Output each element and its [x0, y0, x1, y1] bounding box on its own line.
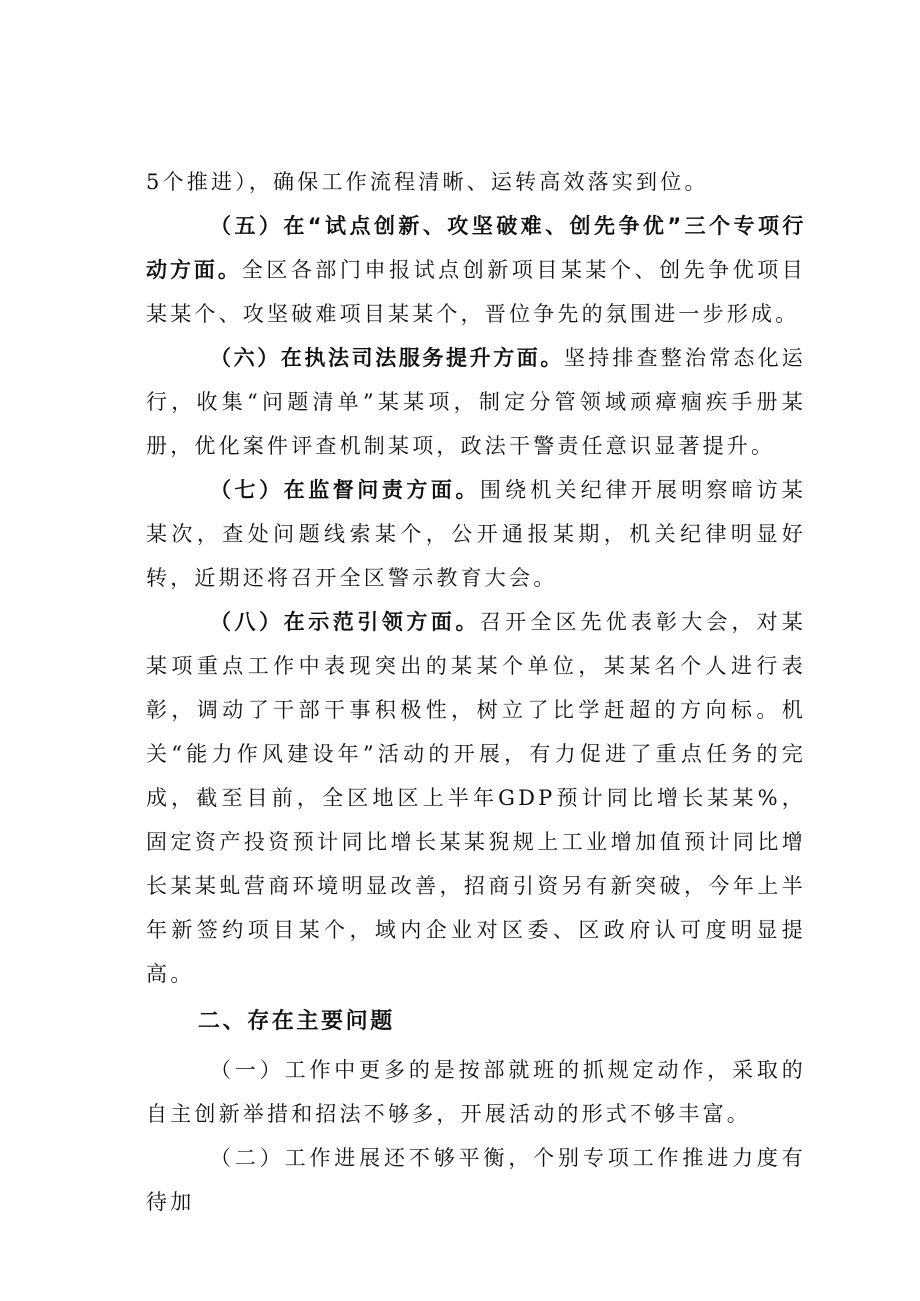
paragraph-issue-1 [146, 1048, 806, 1136]
paragraph-lead: （五）在“试点创新、攻坚破难、创先争优”三个专项行动方面。 [146, 214, 806, 282]
document-page [146, 160, 806, 1224]
paragraph-item-8 [146, 600, 806, 996]
paragraph-text: 5个推进），确保工作流程清晰、运转高效落实到位。 [146, 170, 709, 194]
section-heading: 二、存在主要问题 [198, 1009, 395, 1034]
paragraph-item-5 [146, 204, 806, 336]
paragraph-lead: （六）在执法司法服务提升方面。 [210, 346, 564, 370]
paragraph-body: 召开全区先优表彰大会，对某某项重点工作中表现突出的某某个单位，某某名个人进行表彰，调动了干部干事积极性，树立了比学赶超的方向标。机关“能力作风建设年”活动的开展，有力促进了重点任务的完成，截至目前，全区地区上半年GDP预计同比增长某某%，固定资产投资预计同比增长某某猊规上工业增加值预计同比增长某某虬营商环境明显改善，招商引资另有新突破，今年上半年新签约项目某个，域内企业对区委、区政府认可度明显提高。 [146, 610, 806, 986]
paragraph-body: 围绕机关纪律开展明察暗访某某次，查处问题线索某个，公开通报某期，机关纪律明显好转，近期还将召开全区警示教育大会。 [146, 478, 806, 590]
paragraph-text: （一）工作中更多的是按部就班的抓规定动作，采取的自主创新举措和招法不够多，开展活动的形式不够丰富。 [146, 1058, 806, 1126]
paragraph-body: 坚持排查整治常态化运行，收集“问题清单”某某项，制定分管领域顽瘴痼疾手册某册，优化案件评查机制某项，政法干警责任意识显著提升。 [146, 346, 806, 458]
paragraph-body: 全区各部门申报试点创新项目某某个、创先争优项目某某个、攻坚破难项目某某个，晋位争先的氛围进一步形成。 [146, 258, 806, 326]
paragraph-lead: （八）在示范引领方面。 [210, 610, 481, 634]
paragraph-text: （二）工作进展还不够平衡，个别专项工作推进力度有待加 [146, 1146, 806, 1214]
paragraph-lead: （七）在监督问责方面。 [210, 478, 481, 502]
paragraph-continuation [146, 160, 806, 204]
paragraph-issue-2 [146, 1136, 806, 1224]
paragraph-item-7 [146, 468, 806, 600]
paragraph-item-6 [146, 336, 806, 468]
